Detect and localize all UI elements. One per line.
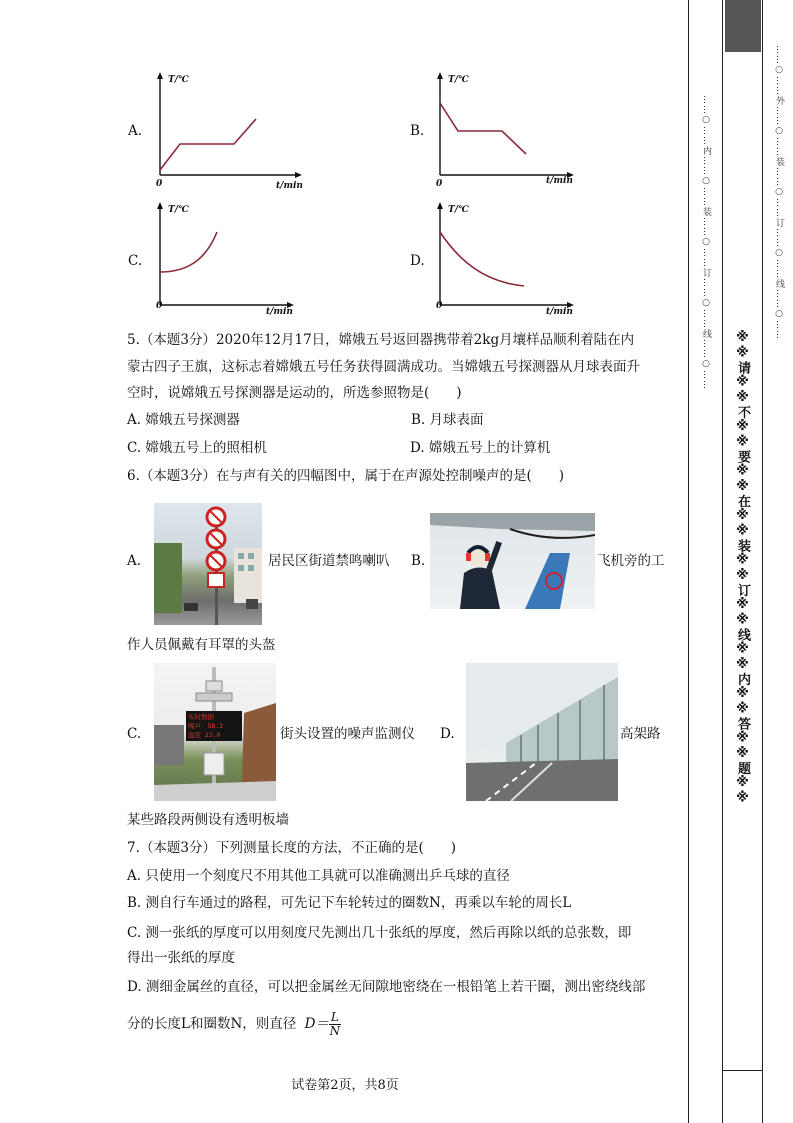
q7-stem: 7.（本题3分）下列测量长度的方法，不正确的是( ) [127,840,457,856]
q7-option-d-line1: D. 测细金属丝的直径，可以把金属丝无间隙地密绕在一根铅笔上若干圈，测出密绕线部 [127,979,646,995]
page-footer: 试卷第2页，共8页 [291,1078,399,1093]
q6-b-photo [430,513,595,609]
q6-c-text: 街头设置的噪声监测仪 [280,726,415,742]
q6-c-photo [154,663,276,801]
monitor-line-1: 实时数据 [188,713,214,721]
margin-line-mid [722,0,723,1123]
graph-d-label: D. [410,253,425,269]
q5-option-b: B. 月球表面 [411,412,484,428]
q6-a-photo [154,503,262,625]
formula-numerator: L [330,1010,339,1024]
graph-b-origin: 0 [436,179,443,189]
graph-b-label: B. [410,123,425,139]
monitor-line-2: 噪声：58.2 [188,722,224,730]
q7-option-c-line1: C. 测一张纸的厚度可以用刻度尺先测出几十张纸的厚度，然后再除以纸的总张数，即 [127,925,632,941]
q6-a-label: A. [127,553,142,569]
graph-a-xlabel: t/min [276,181,303,190]
formula [304,1010,341,1038]
q7-option-a: A. 只使用一个刻度尺不用其他工具就可以准确测出乒乓球的直径 [127,868,510,884]
inner-binding-column: ……○……内……○……装……○……订……○……线……○…… [701,95,711,390]
outer-binding-column: ……○……外……○……装……○……订……○……线……○…… [774,45,784,340]
q7-option-d-line2-text: 分的长度L和圈数N，则直径 [127,1016,297,1032]
graph-b-ylabel: T/℃ [448,75,469,85]
q6-d-text: 高架路 [620,726,661,742]
graph-c-curve [160,232,217,272]
graph-c-xlabel: t/min [266,307,293,317]
q6-d-photo [466,663,618,801]
q7-option-b: B. 测自行车通过的路程，可先记下车轮转过的圈数N，再乘以车轮的周长L [127,895,572,911]
q6-b-label: B. [411,553,426,569]
q6-d-continuation: 某些路段两侧设有透明板墙 [127,812,289,828]
q6-stem: 6.（本题3分）在与声有关的四幅图中，属于在声源处控制噪声的是( ) [127,468,565,484]
graph-c [150,200,310,320]
formula-lhs: D＝ [304,1016,329,1032]
graph-b-xlabel: t/min [546,176,573,186]
q6-b-text: 飞机旁的工 [597,553,665,569]
margin-bottom-divider [722,1070,763,1071]
graph-a-curve [160,119,256,170]
graph-c-origin: 0 [156,301,163,311]
q5-line3: 空时，说嫦娥五号探测器是运动的，所选参照物是( ) [127,385,462,401]
formula-fraction [329,1011,341,1038]
margin-line-right [762,0,763,1123]
q5-option-c: C. 嫦娥五号上的照相机 [127,440,267,456]
q6-b-continuation: 作人员佩戴有耳罩的头盔 [127,637,276,653]
q6-c-monitor-screen [188,713,240,740]
monitor-line-3: 温度 22.0 [188,731,221,739]
graph-d-xlabel: t/min [546,307,573,317]
margin-line-left [688,0,689,1123]
q6-d-label: D. [440,726,455,742]
graph-c-ylabel: T/℃ [168,205,189,215]
graph-c-label: C. [128,253,143,269]
graph-b [430,70,590,190]
graph-d-origin: 0 [436,301,443,311]
binding-warning: ※※请※※不※※要※※在※※装※※订※※线※※内※※答※※题※※ [735,330,750,806]
formula-denominator: N [329,1024,341,1038]
q6-a-text: 居民区街道禁鸣喇叭 [268,553,390,569]
graph-a-label: A. [128,123,143,139]
q7-option-d-line2 [127,1011,341,1038]
q5-option-d: D. 嫦娥五号上的计算机 [410,440,551,456]
graph-b-curve [440,103,526,154]
q6-c-label: C. [127,726,142,742]
graph-a-origin: 0 [156,179,163,189]
graph-d-svg [430,200,590,320]
graph-a-svg [150,70,310,190]
graph-d-ylabel: T/℃ [448,205,469,215]
graph-a [150,70,310,190]
q7-option-c-line2: 得出一张纸的厚度 [127,950,235,966]
graph-c-svg [150,200,310,320]
graph-b-svg [430,70,590,190]
graph-d-curve [440,232,524,286]
graph-d [430,200,590,320]
margin-top-block [725,0,761,52]
q5-line1: 5.（本题3分）2020年12月17日，嫦娥五号返回器携带着2kg月壤样品顺利着陆在内 [127,332,635,348]
q5-line2: 蒙古四子王旗，这标志着嫦娥五号任务获得圆满成功。当嫦娥五号探测器从月球表面升 [127,359,640,375]
graph-a-ylabel: T/℃ [168,75,189,85]
q5-option-a: A. 嫦娥五号探测器 [127,412,240,428]
